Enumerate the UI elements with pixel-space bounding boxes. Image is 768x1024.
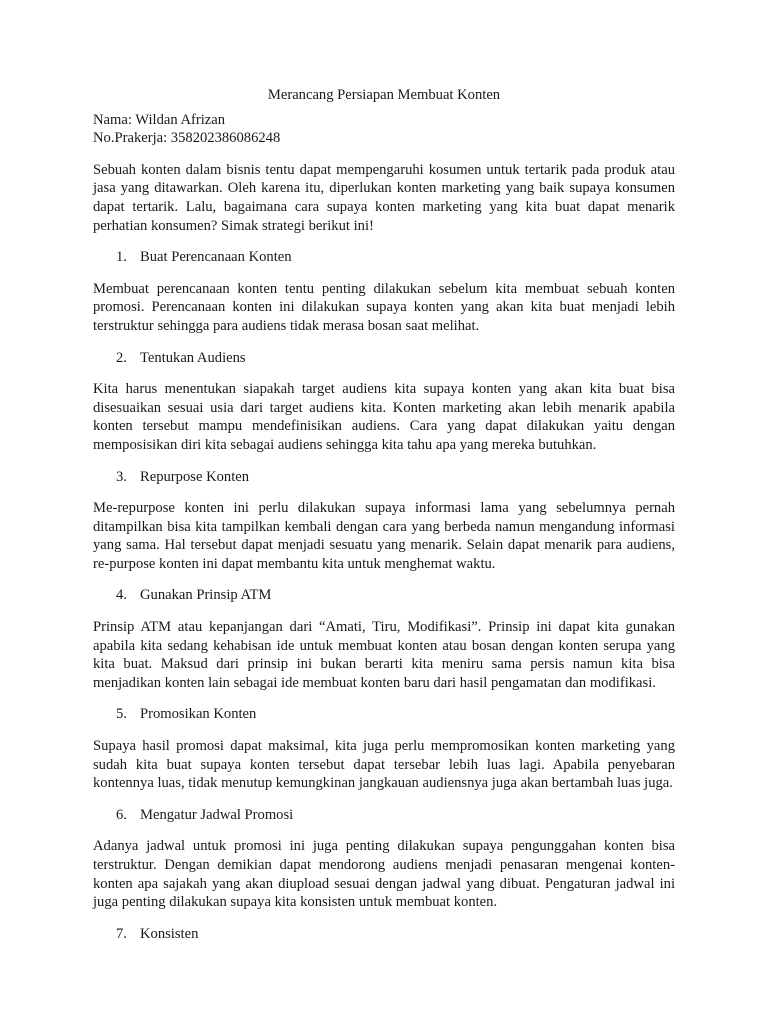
section-heading-text: Konsisten (140, 925, 199, 942)
section-body-5: Supaya hasil promosi dapat maksimal, kita juga perlu mempromosikan konten marketing yang sudah kita buat supaya konten tersebut dapat tersebar lebih luas lagi. Apabila penyebaran kontennya luas, tidak menutup kemungkinan jangkauan audiensnya juga akan bertambah luas juga. (93, 738, 675, 792)
section-number: 3. (116, 468, 127, 485)
section-heading-7 (93, 925, 675, 944)
section-heading-5 (93, 705, 675, 724)
section-body-1: Membuat perencanaan konten tentu penting dilakukan sebelum kita membuat sebuah konten promosi. Perencanaan konten ini dilakukan supaya konten yang akan kita buat menjadi lebih terstruktur sehingga para audiens tidak merasa bosan saat melihat. (93, 280, 675, 334)
section-number: 7. (116, 925, 127, 942)
document-title: Merancang Persiapan Membuat Konten (267, 87, 501, 103)
prakerja-number: No.Prakerja: 358202386086248 (93, 130, 281, 147)
section-heading-1 (93, 248, 675, 267)
section-heading-3 (93, 468, 675, 487)
author-info (93, 111, 675, 148)
section-heading-4 (93, 586, 675, 605)
section-heading-text: Tentukan Audiens (140, 349, 246, 366)
section-heading-text: Gunakan Prinsip ATM (140, 587, 272, 604)
section-number: 1. (116, 249, 127, 266)
section-heading-text: Repurpose Konten (140, 468, 250, 485)
intro-paragraph: Sebuah konten dalam bisnis tentu dapat mempengaruhi kosumen untuk tertarik pada produk atau jasa yang ditawarkan. Oleh karena itu, diperlukan konten marketing yang baik supaya konsumen dapat tertarik. Lalu, bagaimana cara supaya konten marketing yang kita buat dapat menarik perhatian konsumen? Simak strategi berikut ini! (93, 161, 675, 234)
section-heading-text: Buat Perencanaan Konten (140, 249, 292, 266)
section-heading-text: Promosikan Konten (140, 706, 257, 723)
section-body-2: Kita harus menentukan siapakah target audiens kita supaya konten yang akan kita buat bisa disesuaikan sesuai usia dari target audiens kita. Konten marketing akan lebih menarik apabila konten tersebut mampu mendefinisikan audiens. Cara yang dapat dilakukan yaitu dengan memposisikan diri kita sebagai audiens sehingga kita tahu apa yang mereka butuhkan. (93, 381, 675, 453)
author-name: Nama: Wildan Afrizan (93, 111, 226, 128)
section-heading-2 (93, 349, 675, 368)
section-number: 4. (116, 587, 127, 604)
section-heading-text: Mengatur Jadwal Promosi (140, 806, 294, 823)
section-heading-6 (93, 806, 675, 825)
section-number: 6. (116, 806, 127, 823)
section-body-3: Me-repurpose konten ini perlu dilakukan supaya informasi lama yang sebelumnya pernah ditampilkan bisa kita tampilkan kembali dengan cara yang berbeda namun mengandung informasi yang sama. Hal tersebut dapat menjadi sesuatu yang menarik. Selain dapat menarik para audiens, re-purpose konten ini dapat membantu kita untuk menghemat waktu. (93, 500, 675, 572)
section-number: 5. (116, 706, 127, 723)
section-body-4: Prinsip ATM atau kepanjangan dari “Amati, Tiru, Modifikasi”. Prinsip ini dapat kita gunakan apabila kita sedang kehabisan ide untuk membuat konten atau bosan dengan konten serupa yang kita buat. Maksud dari prinsip ini bukan berarti kita meniru sama persis namun kita bisa menjadikan konten lain sebagai ide membuat konten baru dari hasil pengamatan dan modifikasi. (93, 619, 675, 691)
section-number: 2. (116, 349, 127, 366)
section-body-6: Adanya jadwal untuk promosi ini juga penting dilakukan supaya pengunggahan konten bisa terstruktur. Dengan demikian dapat mendorong audiens menjadi penasaran mengenai konten-konten apa sajakah yang akan diupload sesuai dengan jadwal yang dibuat. Pengaturan jadwal ini juga penting dilakukan supaya kita konsisten untuk membuat konten. (93, 838, 675, 911)
